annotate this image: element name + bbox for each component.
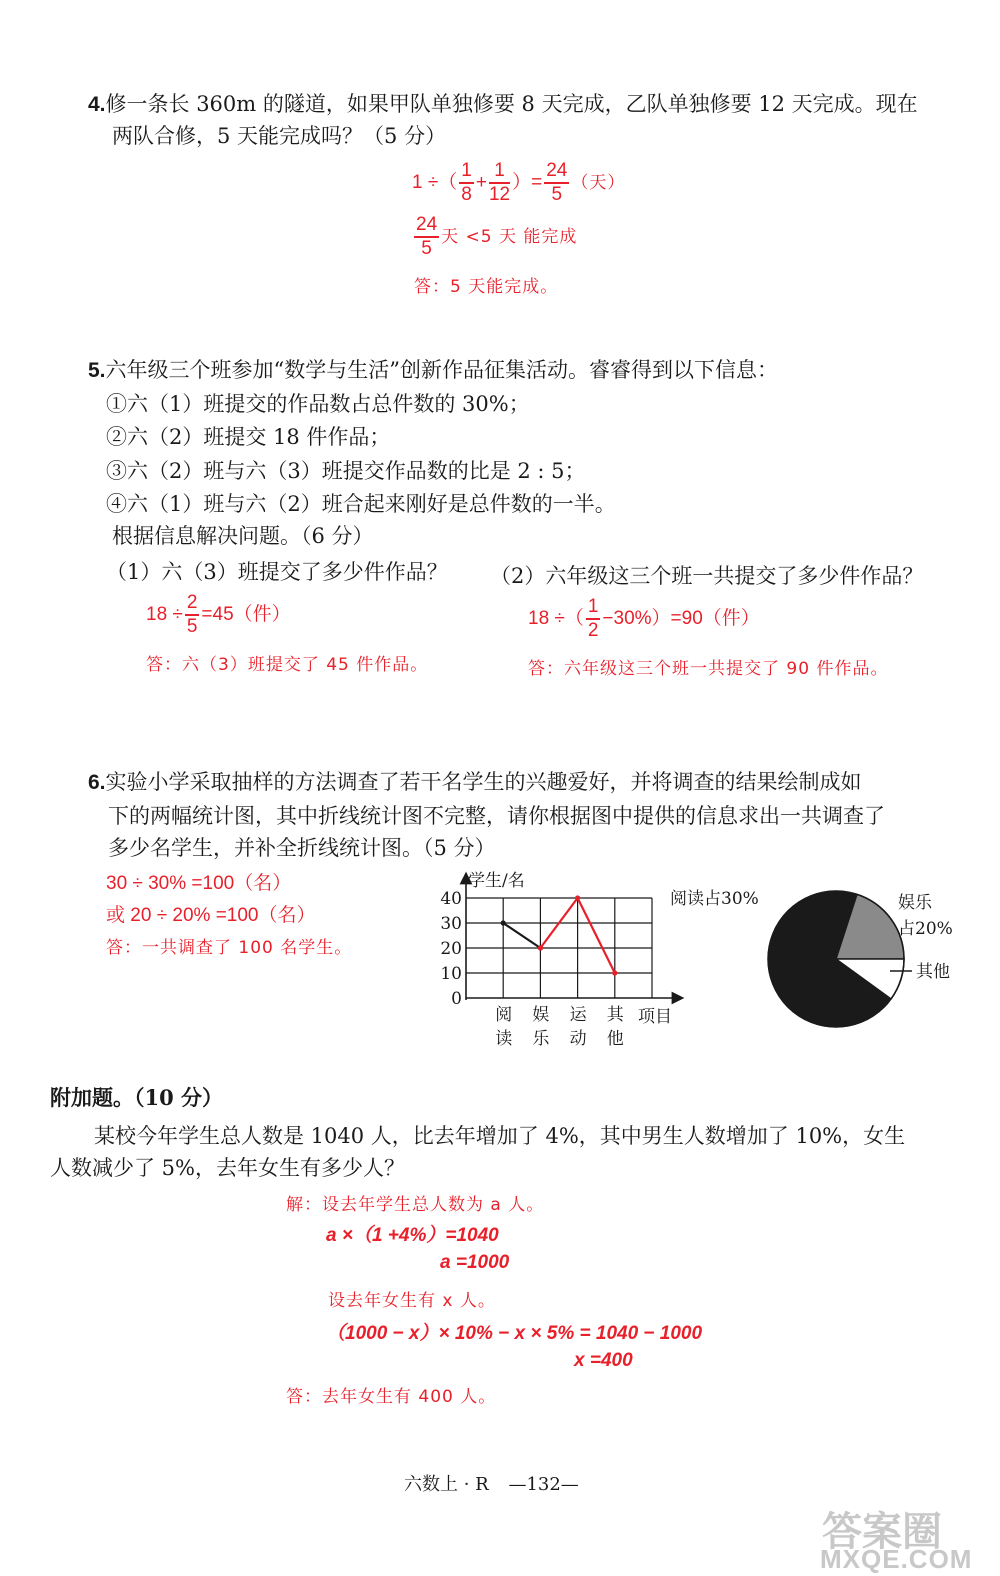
x-category-label: 运 — [569, 1005, 587, 1025]
x-category-label: 其 — [606, 1005, 624, 1025]
y-tick-label: 40 — [440, 889, 462, 909]
q4-line1 — [88, 88, 918, 121]
bonus-step-1: 解：设去年学生总人数为 a 人。 — [286, 1195, 545, 1215]
q4-fraction-1-12: $\frac{1}{12}$ — [488, 160, 511, 205]
series-line-0 — [503, 923, 540, 948]
q4-eq-part: 1 ÷（ — [412, 172, 458, 194]
q6-text-1: 实验小学采取抽样的方法调查了若干名学生的兴趣爱好，并将调查的结果绘制成如 — [105, 770, 862, 794]
y-tick-label: 10 — [440, 964, 462, 984]
watermark-url: MXQE.COM — [820, 1544, 973, 1574]
q5-info-1: ①六（1）班提交的作品数占总件数的 30%； — [106, 392, 530, 416]
q5-task: 根据信息解决问题。（6 分） — [112, 524, 374, 548]
q6-line1 — [88, 766, 862, 799]
data-point — [501, 920, 506, 925]
x-category-label: 读 — [495, 1029, 513, 1049]
bonus-title: 附加题。（10 分） — [50, 1085, 224, 1110]
q6-answer-3: 答：一共调查了 100 名学生。 — [106, 938, 353, 958]
q5-sub-question-2: （2）六年级这三个班一共提交了多少件作品？ — [490, 564, 924, 588]
chart-series — [501, 895, 618, 975]
bonus-step-2: a ×（1 +4%）=1040 — [326, 1225, 499, 1246]
watermark-logo: 答案圈 — [822, 1510, 942, 1554]
q6-line3: 多少名学生，并补全折线统计图。（5 分） — [108, 836, 496, 860]
q5-fraction-1-2: $\frac{1}{2}$ — [587, 596, 599, 641]
bonus-line2: 人数减少了 5%，去年女生有多少人？ — [50, 1156, 405, 1180]
q5-fraction-2-5: $\frac{2}{5}$ — [186, 592, 198, 637]
bonus-step-3: a =1000 — [440, 1252, 510, 1273]
q5-sub-question-1: （1）六（3）班提交了多少件作品？ — [106, 560, 448, 584]
x-category-label: 乐 — [532, 1029, 550, 1049]
y-axis-ticks — [440, 889, 462, 1009]
page-number: —132— — [508, 1474, 579, 1495]
q6-answer-1: 30 ÷ 30% =100（名） — [106, 873, 292, 894]
x-category-label: 动 — [569, 1029, 587, 1049]
q5-intro-line — [88, 354, 778, 387]
q4-fraction-24-5-b: $\frac{24}{5}$ — [416, 214, 438, 259]
x-axis-categories — [495, 1004, 625, 1049]
y-tick-label: 30 — [440, 914, 462, 934]
x-category-label: 他 — [606, 1029, 624, 1049]
pie-label-reading: 阅读占30% — [670, 889, 759, 909]
line-chart — [420, 862, 692, 1054]
x-axis-label: 项目 — [638, 1007, 672, 1027]
q4-number: 4. — [88, 93, 106, 116]
bonus-step-6: x =400 — [574, 1350, 633, 1371]
bonus-line1: 某校今年学生总人数是 1040 人，比去年增加了 4%，其中男生人数增加了 10%，女生 — [94, 1124, 906, 1148]
q4-answer-conclusion: 答：5 天能完成。 — [414, 277, 559, 297]
pie-label-other: 其他 — [916, 962, 950, 982]
footer-book-label: 六数上 · R — [404, 1474, 489, 1495]
q5-number: 5. — [88, 359, 106, 382]
pie-chart — [660, 870, 970, 1040]
pie-slices — [768, 891, 904, 1027]
pie-label-entertainment-1: 娱乐 — [898, 893, 932, 913]
y-axis-label: 学生/名 — [468, 871, 525, 891]
bonus-step-4: 设去年女生有 x 人。 — [328, 1291, 496, 1311]
chart-grid — [466, 878, 678, 1000]
q6-line2: 下的两幅统计图，其中折线统计图不完整，请你根据图中提供的信息求出一共调查了 — [108, 804, 885, 828]
q4-text-1: 修一条长 360m 的隧道，如果甲队单独修要 8 天完成，乙队单独修要 12 天完成。现在 — [105, 92, 918, 116]
q5-intro: 六年级三个班参加“数学与生活”创新作品征集活动。睿睿得到以下信息： — [105, 358, 778, 382]
q5-info-2: ②六（2）班提交 18 件作品； — [106, 425, 391, 449]
bonus-step-5: （1000 − x）× 10% − x × 5% = 1040 − 1000 — [326, 1323, 703, 1344]
q5-answer-1-equation: 18 ÷ $\frac{2}{5}$ =45（件） — [146, 592, 291, 637]
q4-answer-equation: 1 ÷（ $\frac{1}{8}$ + $\frac{1}{12}$ ）= $\frac{24}{5}$ （天） — [412, 160, 626, 205]
data-point — [538, 945, 543, 950]
q5-answer-1-conclusion: 答：六（3）班提交了 45 件作品。 — [146, 655, 429, 675]
data-point — [612, 970, 617, 975]
q4-fraction-24-5: $\frac{24}{5}$ — [546, 160, 568, 205]
q5-info-3: ③六（2）班与六（3）班提交作品数的比是 2 : 5； — [106, 459, 586, 483]
q5-answer-2-equation: 18 ÷（ $\frac{1}{2}$ −30%）=90（件） — [528, 596, 760, 641]
data-point — [575, 895, 580, 900]
q4-answer-compare: $\frac{24}{5}$ 天 <5 天 能完成 — [416, 214, 578, 259]
q4-line2: 两队合修，5 天能完成吗？（5 分） — [112, 124, 447, 148]
pie-label-entertainment-2: 占20% — [898, 919, 953, 939]
y-tick-label: 20 — [440, 939, 462, 959]
q5-answer-2-conclusion: 答：六年级这三个班一共提交了 90 件作品。 — [528, 659, 889, 679]
y-tick-label: 0 — [451, 989, 462, 1009]
x-category-label: 娱 — [532, 1005, 550, 1025]
page-footer — [404, 1470, 579, 1496]
q4-fraction-1-8: $\frac{1}{8}$ — [461, 160, 472, 205]
q6-answer-2: 或 20 ÷ 20% =100（名） — [106, 905, 316, 926]
x-category-label: 阅 — [495, 1005, 513, 1025]
q6-number: 6. — [88, 771, 106, 794]
bonus-answer: 答：去年女生有 400 人。 — [286, 1387, 497, 1407]
q5-info-4: ④六（1）班与六（2）班合起来刚好是总件数的一半。 — [106, 492, 616, 516]
